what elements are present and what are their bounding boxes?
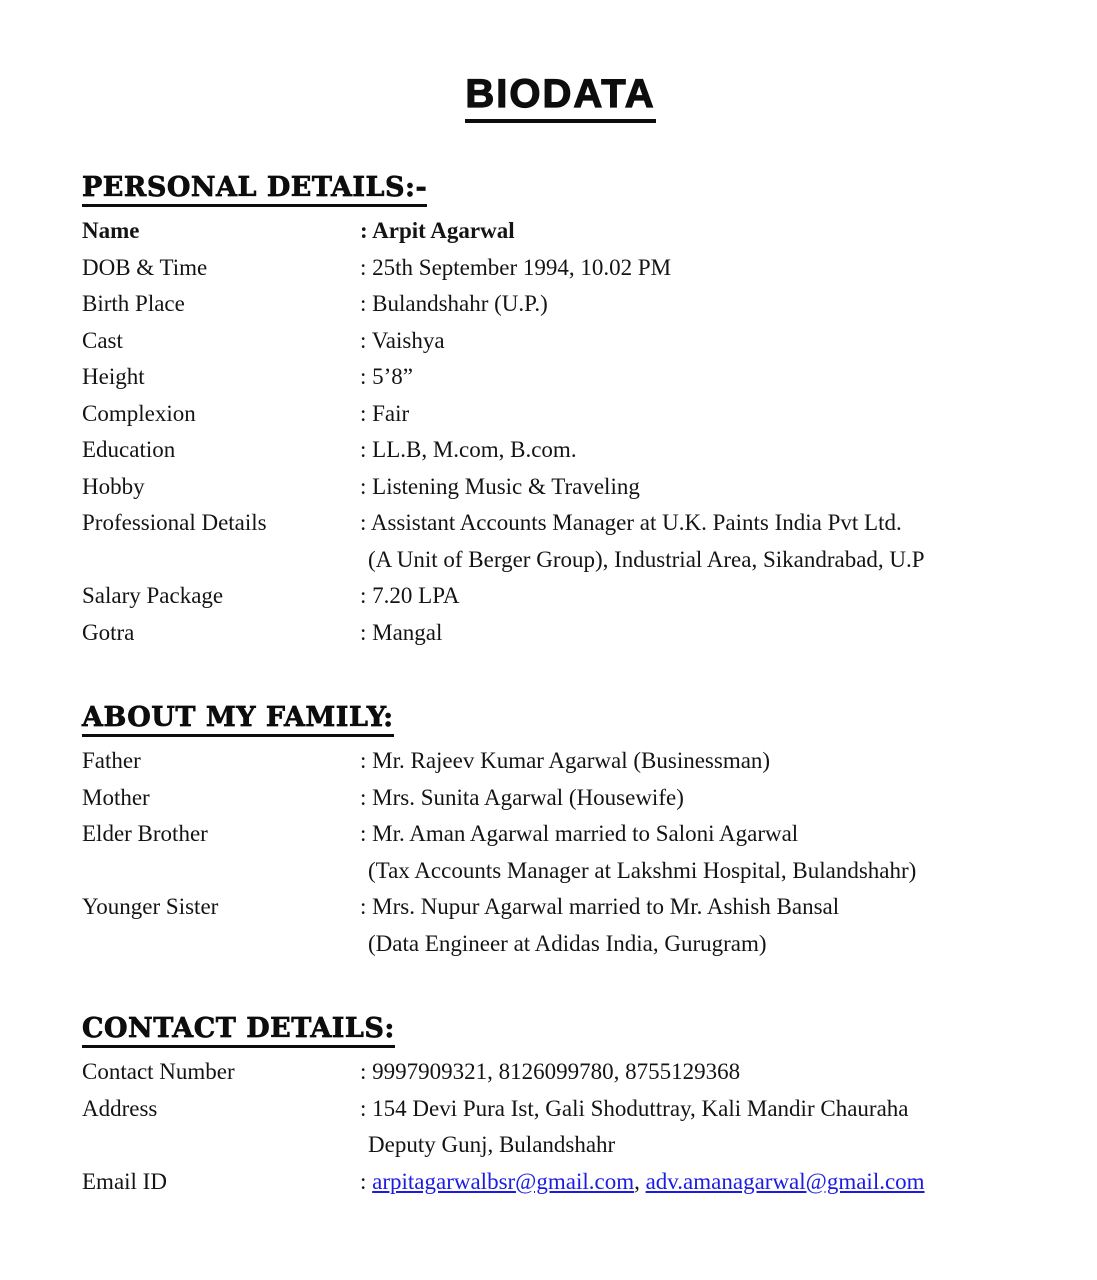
row-value: [360, 432, 1039, 469]
row-label: Younger Sister: [82, 894, 219, 919]
row-label: Hobby: [82, 473, 145, 499]
value-line: : Mrs. Nupur Agarwal married to Mr. Ashish Bansal: [360, 894, 840, 919]
section-contact-details: [82, 1014, 1039, 1200]
detail-row: [82, 432, 1039, 469]
detail-row: [82, 250, 1039, 287]
row-value: [360, 469, 1039, 506]
row-label: Mother: [82, 784, 150, 810]
value-line: : 154 Devi Pura Ist, Gali Shoduttray, Kali Mandir Chauraha: [360, 1095, 909, 1121]
title-wrap: [82, 72, 1039, 123]
detail-row: [82, 1091, 1039, 1164]
detail-row: [82, 780, 1039, 817]
value-line: (Data Engineer at Adidas India, Gurugram): [368, 930, 767, 956]
detail-row: [82, 1054, 1039, 1091]
detail-row: [82, 213, 1039, 250]
sections-container: [82, 173, 1039, 1200]
row-label: Professional Details: [82, 510, 267, 535]
row-label: Education: [82, 437, 176, 462]
row-label: DOB & Time: [82, 254, 208, 280]
detail-row: [82, 1164, 1039, 1201]
row-label: Birth Place: [82, 291, 185, 316]
row-value: [360, 615, 1039, 652]
detail-row: [82, 578, 1039, 615]
row-value: [360, 250, 1039, 287]
value-line: : arpitagarwalbsr@gmail.com, adv.amanagarwal@gmail.com: [360, 1168, 925, 1194]
value-line: : Listening Music & Traveling: [360, 473, 640, 499]
section-rows: [82, 213, 1039, 651]
detail-row: [82, 396, 1039, 433]
value-line: : 5’8”: [360, 364, 414, 389]
detail-row: [82, 889, 1039, 962]
value-line: : 25th September 1994, 10.02 PM: [360, 254, 672, 280]
row-label: Salary Package: [82, 583, 224, 608]
value-line: : Assistant Accounts Manager at U.K. Paints India Pvt Ltd.: [360, 510, 902, 535]
value-line: : Mr. Aman Agarwal married to Saloni Agarwal: [360, 821, 799, 846]
detail-row: [82, 359, 1039, 396]
detail-row: [82, 469, 1039, 506]
value-line: : LL.B, M.com, B.com.: [360, 437, 577, 462]
row-value: [360, 1164, 1039, 1201]
row-label: Cast: [82, 327, 123, 353]
row-label: Elder Brother: [82, 821, 208, 846]
section-rows: [82, 743, 1039, 962]
row-label: Gotra: [82, 619, 135, 645]
row-value: [360, 1091, 1039, 1164]
value-line: : 7.20 LPA: [360, 583, 460, 608]
section-heading: CONTACT DETAILS:: [82, 1014, 395, 1048]
row-value: [360, 286, 1039, 323]
row-value: [360, 816, 1039, 889]
row-value: [360, 359, 1039, 396]
row-value: [360, 213, 1039, 250]
value-line: (A Unit of Berger Group), Industrial Area, Sikandrabad, U.P: [368, 546, 925, 572]
section-heading: PERSONAL DETAILS:-: [82, 173, 427, 207]
value-line: : Mr. Rajeev Kumar Agarwal (Businessman): [360, 748, 771, 773]
value-line: : Arpit Agarwal: [360, 218, 515, 243]
detail-row: [82, 816, 1039, 889]
detail-row: [82, 743, 1039, 780]
row-value: [360, 505, 1039, 578]
section-rows: [82, 1054, 1039, 1200]
email-link[interactable]: adv.amanagarwal@gmail.com: [645, 1168, 925, 1194]
value-line: (Tax Accounts Manager at Lakshmi Hospital, Bulandshahr): [368, 857, 917, 883]
value-line: : Vaishya: [360, 327, 445, 353]
row-label: Father: [82, 748, 141, 773]
value-line: : 9997909321, 8126099780, 8755129368: [360, 1059, 741, 1084]
row-value: [360, 743, 1039, 780]
row-label: Address: [82, 1095, 158, 1121]
row-label: Contact Number: [82, 1059, 235, 1084]
row-value: [360, 323, 1039, 360]
row-value: [360, 889, 1039, 962]
detail-row: [82, 286, 1039, 323]
detail-row: [82, 323, 1039, 360]
value-line: : Fair: [360, 400, 410, 426]
row-label: Height: [82, 364, 145, 389]
value-line: : Mrs. Sunita Agarwal (Housewife): [360, 784, 684, 810]
row-value: [360, 396, 1039, 433]
row-label: Email ID: [82, 1168, 167, 1194]
row-value: [360, 780, 1039, 817]
section-about-my-family: [82, 703, 1039, 962]
email-link[interactable]: arpitagarwalbsr@gmail.com: [372, 1168, 635, 1194]
detail-row: [82, 505, 1039, 578]
value-line: Deputy Gunj, Bulandshahr: [368, 1132, 616, 1157]
row-label: Name: [82, 218, 140, 243]
value-line: : Mangal: [360, 619, 443, 645]
value-line: : Bulandshahr (U.P.): [360, 291, 548, 316]
page-title: BIODATA: [465, 72, 655, 123]
section-personal-details: [82, 173, 1039, 651]
detail-row: [82, 615, 1039, 652]
row-value: [360, 578, 1039, 615]
row-value: [360, 1054, 1039, 1091]
section-heading: ABOUT MY FAMILY:: [82, 703, 394, 737]
row-label: Complexion: [82, 400, 196, 426]
